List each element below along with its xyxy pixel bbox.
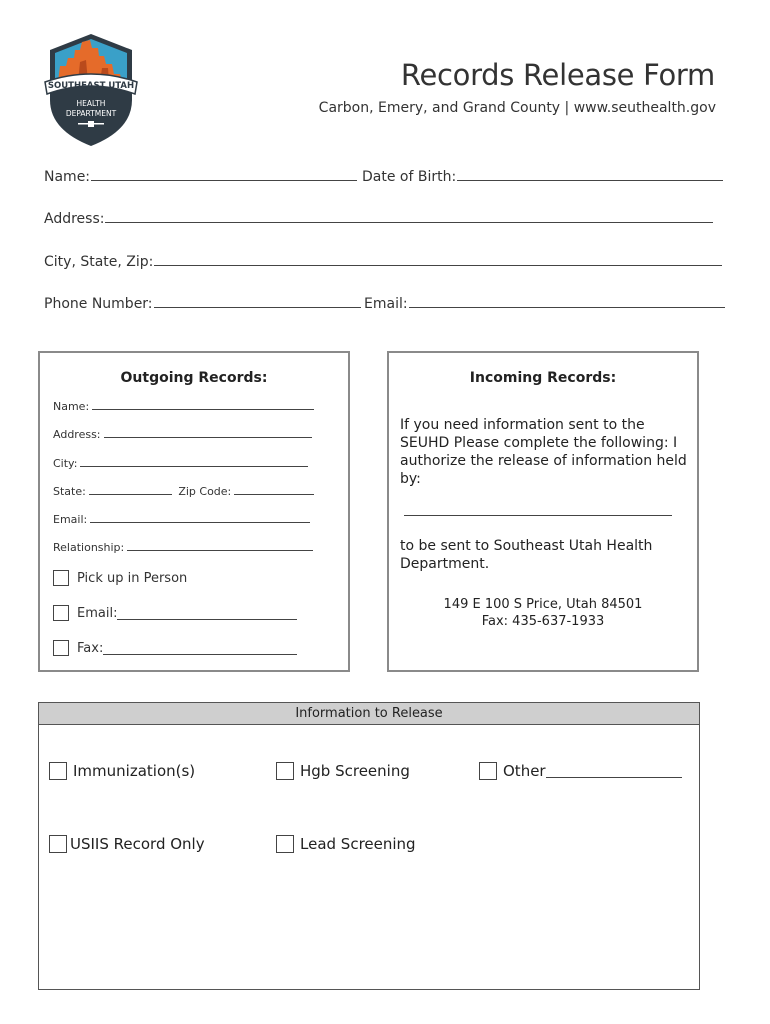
email-label: Email: bbox=[364, 296, 408, 312]
outgoing-relationship-field bbox=[53, 540, 313, 554]
dob-field bbox=[362, 166, 723, 185]
page-subtitle: Carbon, Emery, and Grand County | www.seuthealth.gov bbox=[318, 100, 716, 116]
dob-line[interactable] bbox=[457, 166, 723, 181]
phone-line[interactable] bbox=[154, 293, 361, 308]
held-by-line[interactable] bbox=[404, 505, 672, 516]
fax-option[interactable] bbox=[53, 640, 297, 656]
logo-line-1: HEALTH bbox=[76, 99, 106, 108]
other-line[interactable] bbox=[546, 763, 682, 778]
immunizations-checkbox[interactable] bbox=[49, 762, 67, 780]
fax-option-line[interactable] bbox=[103, 642, 297, 655]
usiis-label: USIIS Record Only bbox=[70, 834, 205, 853]
fax-checkbox[interactable] bbox=[53, 640, 69, 656]
outgoing-records-box bbox=[38, 351, 350, 672]
outgoing-email-field bbox=[53, 512, 310, 526]
logo-line-2: DEPARTMENT bbox=[65, 109, 117, 118]
information-to-release-box bbox=[38, 702, 700, 990]
hgb-checkbox[interactable] bbox=[276, 762, 294, 780]
outgoing-zip-line[interactable] bbox=[234, 484, 314, 495]
usiis-checkbox[interactable] bbox=[49, 835, 67, 853]
logo-top-text: SOUTHEAST UTAH bbox=[47, 81, 135, 91]
outgoing-relationship-line[interactable] bbox=[127, 540, 313, 551]
city-state-zip-field bbox=[44, 251, 722, 270]
pickup-checkbox[interactable] bbox=[53, 570, 69, 586]
hgb-option[interactable] bbox=[276, 761, 410, 780]
fax-option-label: Fax: bbox=[77, 640, 104, 656]
address-label: Address: bbox=[44, 211, 105, 227]
lead-option[interactable] bbox=[276, 834, 416, 853]
email-option-label: Email: bbox=[77, 605, 118, 621]
dob-label: Date of Birth: bbox=[362, 169, 457, 185]
outgoing-relationship-label: Relationship: bbox=[53, 541, 125, 554]
outgoing-city-field bbox=[53, 456, 308, 470]
outgoing-zip-label: Zip Code: bbox=[178, 485, 232, 498]
name-field bbox=[44, 166, 357, 185]
outgoing-city-label: City: bbox=[53, 457, 78, 470]
email-field bbox=[364, 293, 725, 312]
incoming-address: 149 E 100 S Price, Utah 84501 bbox=[443, 597, 643, 612]
name-label: Name: bbox=[44, 169, 91, 185]
incoming-records-title: Incoming Records: bbox=[469, 370, 617, 386]
email-checkbox[interactable] bbox=[53, 605, 69, 621]
pickup-label: Pick up in Person bbox=[77, 570, 188, 586]
email-line[interactable] bbox=[409, 293, 725, 308]
incoming-records-box bbox=[387, 351, 699, 672]
city-state-zip-label: City, State, Zip: bbox=[44, 254, 154, 270]
other-option[interactable] bbox=[479, 761, 682, 780]
outgoing-name-line[interactable] bbox=[92, 399, 314, 410]
outgoing-address-line[interactable] bbox=[104, 427, 312, 438]
outgoing-name-field bbox=[53, 399, 314, 413]
pickup-option[interactable] bbox=[53, 570, 187, 586]
information-to-release-title: Information to Release bbox=[39, 703, 699, 725]
address-field bbox=[44, 208, 713, 227]
outgoing-email-line[interactable] bbox=[90, 512, 310, 523]
incoming-fax: Fax: 435-637-1933 bbox=[481, 614, 605, 629]
lead-label: Lead Screening bbox=[300, 834, 416, 853]
health-department-logo bbox=[42, 30, 140, 148]
outgoing-city-line[interactable] bbox=[80, 456, 308, 467]
outgoing-records-title: Outgoing Records: bbox=[120, 370, 268, 386]
outgoing-address-label: Address: bbox=[53, 428, 101, 441]
address-line[interactable] bbox=[105, 208, 713, 223]
immunizations-option[interactable] bbox=[49, 761, 195, 780]
incoming-instructions: If you need information sent to the SEUHD Please complete the following: I authorize the release of information held by: bbox=[400, 417, 687, 487]
immunizations-label: Immunization(s) bbox=[73, 761, 196, 780]
phone-label: Phone Number: bbox=[44, 296, 153, 312]
outgoing-name-label: Name: bbox=[53, 400, 90, 413]
outgoing-state-line[interactable] bbox=[89, 484, 172, 495]
other-checkbox[interactable] bbox=[479, 762, 497, 780]
hgb-label: Hgb Screening bbox=[300, 761, 410, 780]
outgoing-state-zip-field bbox=[53, 484, 314, 498]
lead-checkbox[interactable] bbox=[276, 835, 294, 853]
phone-field bbox=[44, 293, 361, 312]
incoming-sent-to: to be sent to Southeast Utah Health Department. bbox=[400, 538, 653, 572]
outgoing-state-label: State: bbox=[53, 485, 86, 498]
page-title: Records Release Form bbox=[400, 58, 715, 92]
email-option-line[interactable] bbox=[117, 607, 297, 620]
outgoing-email-label: Email: bbox=[53, 513, 88, 526]
other-label: Other bbox=[503, 761, 546, 780]
outgoing-address-field bbox=[53, 427, 312, 441]
name-line[interactable] bbox=[91, 166, 357, 181]
email-option[interactable] bbox=[53, 605, 297, 621]
usiis-option[interactable] bbox=[49, 834, 205, 853]
city-state-zip-line[interactable] bbox=[154, 251, 722, 266]
